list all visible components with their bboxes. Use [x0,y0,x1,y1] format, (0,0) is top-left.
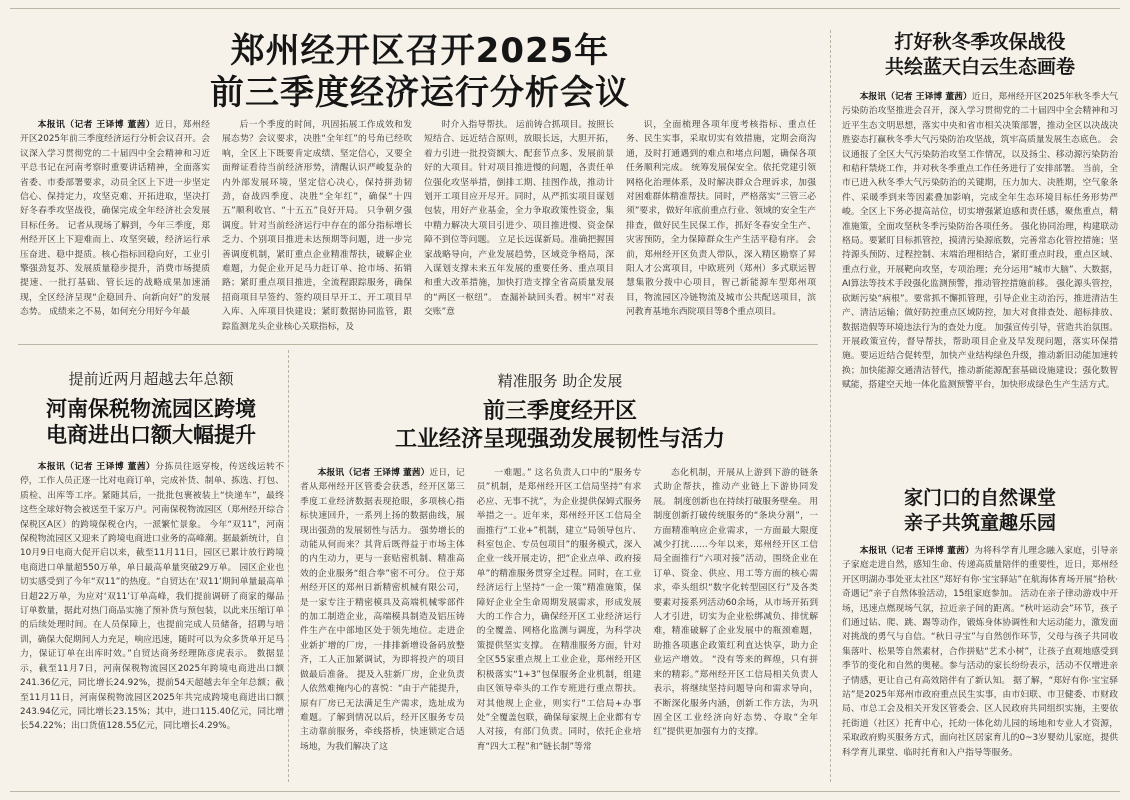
article3-title-line1: 前三季度经开区 [482,399,637,424]
article5-lead: 本报讯 [859,546,887,556]
article5-title-line2: 亲子共筑童趣乐园 [903,512,1056,534]
bottom-border [10,791,1120,792]
article5-body [842,544,1118,782]
article3-col2 [477,466,642,782]
article5-headline [842,486,1118,536]
article1-col1-text: 近日，郑州经开区2025年前三季度经济运行分析会议召开。会议深入学习贯彻党的二十届四中全会精神和习近平总书记在河南考察时重要讲话精神，全面落实省委、市委部署要求，动员全区上下进一步坚定信心、保持定力，攻坚克难、开拓进取，坚决打好冬春季攻坚战役，确保完成全年经济社会发展目标任务。 记者从现场了解到，今年三季度，郑州经开区上下迎难而上、攻坚突破，经济运行承压奋进、稳中提质。核心指标回稳向好，工业引擎强劲复苏、发展质量稳步提升，消费市场提质提速、一批打基础、管长远的战略成果加速涌现，全区经济呈现“企稳回升、向新向好”的发展态势。 成绩来之不易，如何充分用好今年最 [20,120,210,318]
article3-body [300,466,818,782]
article3-headline [300,398,820,454]
article5-col1-text: 为将科学育儿理念融入家庭，引导亲子家庭走进自然，感知生命、传递高质量陪伴的重要性，近日，郑州经开区明湖办事处亚太社区“郑好有你·宝宝驿站”在航海体育场开展“拾秋·奇遇记”亲子自然体验活动，15组家庭参加。 活动在亲子律动游戏中开场，迅速点燃现场气氛，拉近亲子间的距离。“秋叶运动会”环节，孩子们通过钻、爬、跳、踢等动作，锻炼身体协调性和大运动能力，激发面对挑战的勇气与自信。“秋日寻宝”与自然创作环节，父母与孩子共同收集落叶、松果等自然素材，合作拼贴“艺术小树”，让孩子直观地感受到季节的变化和自然的奥秘。参与活动的家长纷纷表示，活动不仅增进亲子情感，更让自己有高效陪伴有了新认知。 据了解，“郑好有你·宝宝驿站”是2025年郑州市政府重点民生实事，由市妇联、市卫健委、市财政局、市总工会及相关开发区管委会、区人民政府共同组织实施，主要依托街道（社区）托育中心，托幼一体化幼儿园的场地和专业人才资源，采取政府购买服务方式，面向社区居家育儿的0~3岁婴幼儿家庭，提供科学育儿课堂、临时托育和入户指导等服务。 [842,546,1118,758]
article3-lead: 本报讯 [317,468,345,478]
article1-headline [20,30,820,114]
article1-byline: （记者 王译博 董茜） [65,120,156,130]
section-divider [18,344,818,345]
column-divider-left [288,350,289,782]
article1-lead: 本报讯 [37,120,66,130]
article4-col1 [842,90,1118,462]
article2-headline [20,396,282,448]
article3-col1 [300,466,465,782]
article4-byline: （记者 王译博 董茜） [886,92,972,102]
article3-col2-text: 一难题。” 这名负责人口中的“服务专员”机制，是郑州经开区工信局坚持“有求必应、无事不扰”，为企业提供保姆式服务举措之一。近年来，郑州经开区工信局全面推行“工业+”机制，建立“局领导包片、科室包企、专员包项目”的服务模式，深入企业一线开展走访，把“企业点单、政府接单”的精准服务贯穿全过程。同时，在工业经济运行上坚持“一企一策”精准施策，保障好企业全生命周期发展需求，形成发展大的工作合力，确保经开区工业经济运行的全覆盖、网格化监测与调度，为科学决策提供坚实支撑。 在精准服务方面，针对全区55家重点规上工业企业，郑州经开区积极落实“1+3”包保服务企业机制，组建由区领导牵头的工作专班进行重点帮扶。对其他规上企业，则实行“工信局+办事处”全覆盖包联，确保每家规上企业都有专人对接，有部门负责。同时，依托企业培育“四大工程”和“链长制”等常 [476,468,642,752]
article2-kicker: 提前近两月超越去年总额 [68,370,234,388]
article3-col1-text: 近日，记者从郑州经开区管委会获悉，经开区第三季度工业经济数据表现抢眼，多项核心指标快速回升，一系列上扬的数据曲线，展现出强劲的发展韧性与活力。 强势增长的动能从何而来？其背后既得益于市场主体的内生动力，更与一套贴密机制、精准高效的企业服务“组合拳”密不可分。 位于郑州经开区的郑州日新精密机械有限公司，是一家专注于精密模具及高端机械零部件的加工制造企业，高端模具制造及铝压铸件生产在中部地区处于领先地位。走进企业新扩增的厂房，一排排新增设备码放整齐，工人正加紧调试，为即将投产的项目做最后准备。 提及入驻新厂房，企业负责人依然难掩内心的喜悦：“由于产能提升，原有厂房已无法满足生产需求，选址成为难题。了解到情况以后，经开区服务专员主动靠前服务，牵线搭桥，快速锁定合适场地，为我们解决了这 [300,468,465,752]
article4-title-line2: 共绘蓝天白云生态画卷 [884,56,1075,78]
article1-col4-text: 识，全面梳理各项年度考核指标、重点任务、民生实事，采取切实有效措施，定期会商沟通，及时打通遇到的难点和堵点问题，确保各项任务顺利完成。 统筹发展保安全。依托党建引领网格化治理体系，及时解决群众合理诉求，加强对困难群体精准帮扶。同时，严格落实“三管三必须”要求，做好年底前重点行业、领域的安全生产排查，做好民生民保工作，抓好冬春安全生产、灾害预防，全力保障群众生产生活平稳有序。 会前，郑州经开区负责人带队，深入精区勘察了昇阳人才公寓项目，中欧班列（郑州）多式联运智慧集散分拨中心项目，智己新能源车型郑州项目，物流园区冷链物流及城市公共配送项目，滨河教育基地东西院项目等8个重点项目。 [626,120,816,318]
article1-col3-text: 时介入指导帮扶。 运前铸合抓项目。按照长短结合、远近结合原则，放眼长远，大胆开拓，着力引进一批投资额大、配套节点多、发展前景好的大项目。针对项目推进慢的问题，各责任单位强化攻坚举措，倒排工期、挂图作战，推动计划开工项目应开尽开。同时，从严抓实项目谋划包装，用好产业基金，全力争取政策性资金，集中精力解决大项目引进少、项目推进慢、资金保障不到位等问题。 立足长远谋新局。准确把握国家战略导向，产业发展趋势，区域竞争格局，深入谋划支撑未来五年发展的重要任务、重点项目和重大改革措施，加快打造支撑全省高质量发展的“两区一枢纽”。 查漏补缺回头看。树牢“对表交账”意 [424,120,614,318]
article1-col4 [626,118,816,334]
article4-col1-text: 近日，郑州经开区2025年秋冬季大气污染防治攻坚推进会召开，深入学习贯彻党的二十届四中全会精神和习近平生态文明思想，落实中央和省市相关决策部署，推动全区以决战决胜姿态打赢秋冬季大气污染防治攻坚战，筑牢高质量发展生态底色。 会议通报了全区大气污染防治攻坚工作情况，以及扬尘、移动源污染防治和秸秆禁烧工作，并对秋冬季重点工作任务进行了安排部署。 当前，全市已进入秋冬季大气污染防治的关键期，压力加大、决胜期，空气象条件、采暖季到来等因素叠加影响，完成全年生态环境目标任务形势严峻。全区上下务必提高站位，切实增强紧迫感和责任感，聚焦重点，精准施策，全面攻坚秋冬季污染防治各项任务。 强化协同治理，构建联动格局。要紧盯目标抓管控，摸清污染源底数，完善常态化管控措施；坚持源头预防、过程控制、末端治理相结合，紧盯重点时段，重点区域、重点行业，开展靶向攻坚，专项治理；充分运用“城市大脑”、大数据，AI算法等技术手段强化监测预警，推动管控措施前移。 强化源头管控，砍断污染“病根”。要常抓不懈抓管理，引导企业主动治污，推进清洁生产、清洁运输；做好防控重点区域防控，加大对食排查处、超标排放、数据造假等环境违法行为的查处力度。 加强宣传引导，营造共治氛围。开展政策宣传，督导帮扶，帮助项目企业及早发现问题，落实环保措施。要运近结合促转型，加快产业结构绿色升级，推动新旧动能加速转换；加快能源交通清洁替代，推动新能源配套基础设施建设；强化数智赋能，搭建空天地一体化监测预警平台，加快形成绿色生产生活方式。 [842,92,1118,391]
article2-lead: 本报讯 [37,462,66,472]
article1-title-line2: 前三季度经济运行分析会议 [210,73,630,113]
article3-byline: （记者 王译博 董茜） [344,468,430,478]
article1-col2-text: 后一个季度的时间，巩固拓展工作成效和发展态势？会议要求，决胜“全年红”的号角已经吹响，全区上下既要肯定成绩、坚定信心，又要全面辩证看待当前经济形势，清醒认识严峻复杂的内外部发展环境，坚定信心决心，保持拼劲韧劲，奋战四季度、决胜“全年红”，确保“十四五”顺利收官、“十五五”良好开局。 只争朝夕强调度。针对当前经济运行中存在的部分指标增长乏力、个别项目推进未达预期等问题，进一步完善调度机制，紧盯重点企业精准帮扶，破解企业难题，力促企业开足马力赶订单、抢市场、拓销路；紧盯重点项目推进，全流程跟踪服务，确保招商项目早签约、签约项目早开工、开工项目早入库、入库项目快建设；紧盯数据协同监管，跟踪监测龙头企业核心关联指标，及 [222,120,412,332]
article5-col1 [842,544,1118,782]
article3-kicker: 精准服务 助企发展 [497,372,623,390]
article2-title-line1: 河南保税物流园区跨境 [46,397,256,421]
column-divider-right [830,30,831,782]
article2-byline: （记者 王译博 董茜） [65,462,156,472]
article3-col3-text: 态化机制，开展从上游到下游的链条式助企帮扶，推动产业链上下游协同发展。 制度创新也在持续打破服务壁垒。 用制度创新打破传统服务的“条块分割”，一方面精准响应企业需求，一方面最大限度减少打扰……今年以来，郑州经开区工信局全面推行“六项对接”活动，围绕企业在订单、资金、供应、用工等方面的核心需求，牵头组织“数字化转型园区行”及各类要素对接系列活动60余场，从市场开拓到人才引进，切实为企业松绑减负、排忧解难，精准破解了企业发展中的瓶颈难题，助推各项惠企政策红利直达快享，助力企业运产增效。 “没有等来的辉煌，只有拼来的精彩。”郑州经开区工信局相关负责人表示，将继续坚持问题导向和需求导向，不断深化服务内涵，创新工作方法，为巩固全区工业经济向好态势、夺取“全年红”提供更加强有力的支撑。 [653,468,819,738]
article5-title-line1: 家门口的自然课堂 [903,487,1056,509]
top-border [10,8,1120,9]
article4-body [842,90,1118,462]
article1-col1 [20,118,210,334]
article3-col3 [653,466,818,782]
article4-title-line1: 打好秋冬季攻保战役 [894,31,1066,53]
article5-byline: （记者 王译博 董茜） [886,546,975,556]
article2-col1 [20,460,284,782]
article1-col2 [222,118,412,334]
article1-body [20,118,816,334]
article1-title-line1: 郑州经开区召开2025年 [230,31,610,71]
article3-title-line2: 工业经济呈现强劲发展韧性与活力 [394,427,725,452]
article2-title-line2: 电商进出口额大幅提升 [46,423,256,447]
article4-headline [842,30,1118,80]
article4-lead: 本报讯 [859,92,887,102]
article2-body [20,460,284,782]
article2-col1-text: 分拣员往返穿梭，传送线运转不停，工作人员正逐一比对电商订单，完成补货、制单、拣选、打包、质检、出库等工序。紧随其后，一批批包裹被装上“快递车”，最终这些全球好物会被送至千家万户。河南保税物流园区（郑州经开综合保税区A区）的跨境保税仓内，一派繁忙景象。 今年“双11”，河南保税物流园区又迎来了跨境电商进口业务的高峰潮。据最新统计，自10月9日电商大促开启以来，截至11月11日，园区已累计放行跨境电商进口单量超550万单，单日最高单量突破29万单。 园区企业也切实感受到了今年“双11”的热度。“自贸达在‘双11’期间单量最高单日超22万单，为应对‘双11’订单高峰，我们提前调研了商家的爆品订单数量，据此对热门商品实施了预补货与预包装，以此来压缩订单的后续处理时间。在人员保障上，也提前完成人员储备，招聘与培训，确保大促期间人力充足，响应迅速，随时可以为众多货单开足马力，保证订单在出库时效。”自贸达商务经理陈彦虎表示。 数据显示，截至11月7日，河南保税物流园区2025年跨境电商进出口额241.36亿元，同比增长24.92%，提前54天超越去年全年总额；截至11月11日，河南保税物流园区2025年共完成跨境电商进出口额243.94亿元，同比增长23.15%；其中，进口115.40亿元，同比增长54.22%；出口货值128.55亿元，同比增长4.29%。 [20,462,284,732]
article1-col3 [424,118,614,334]
